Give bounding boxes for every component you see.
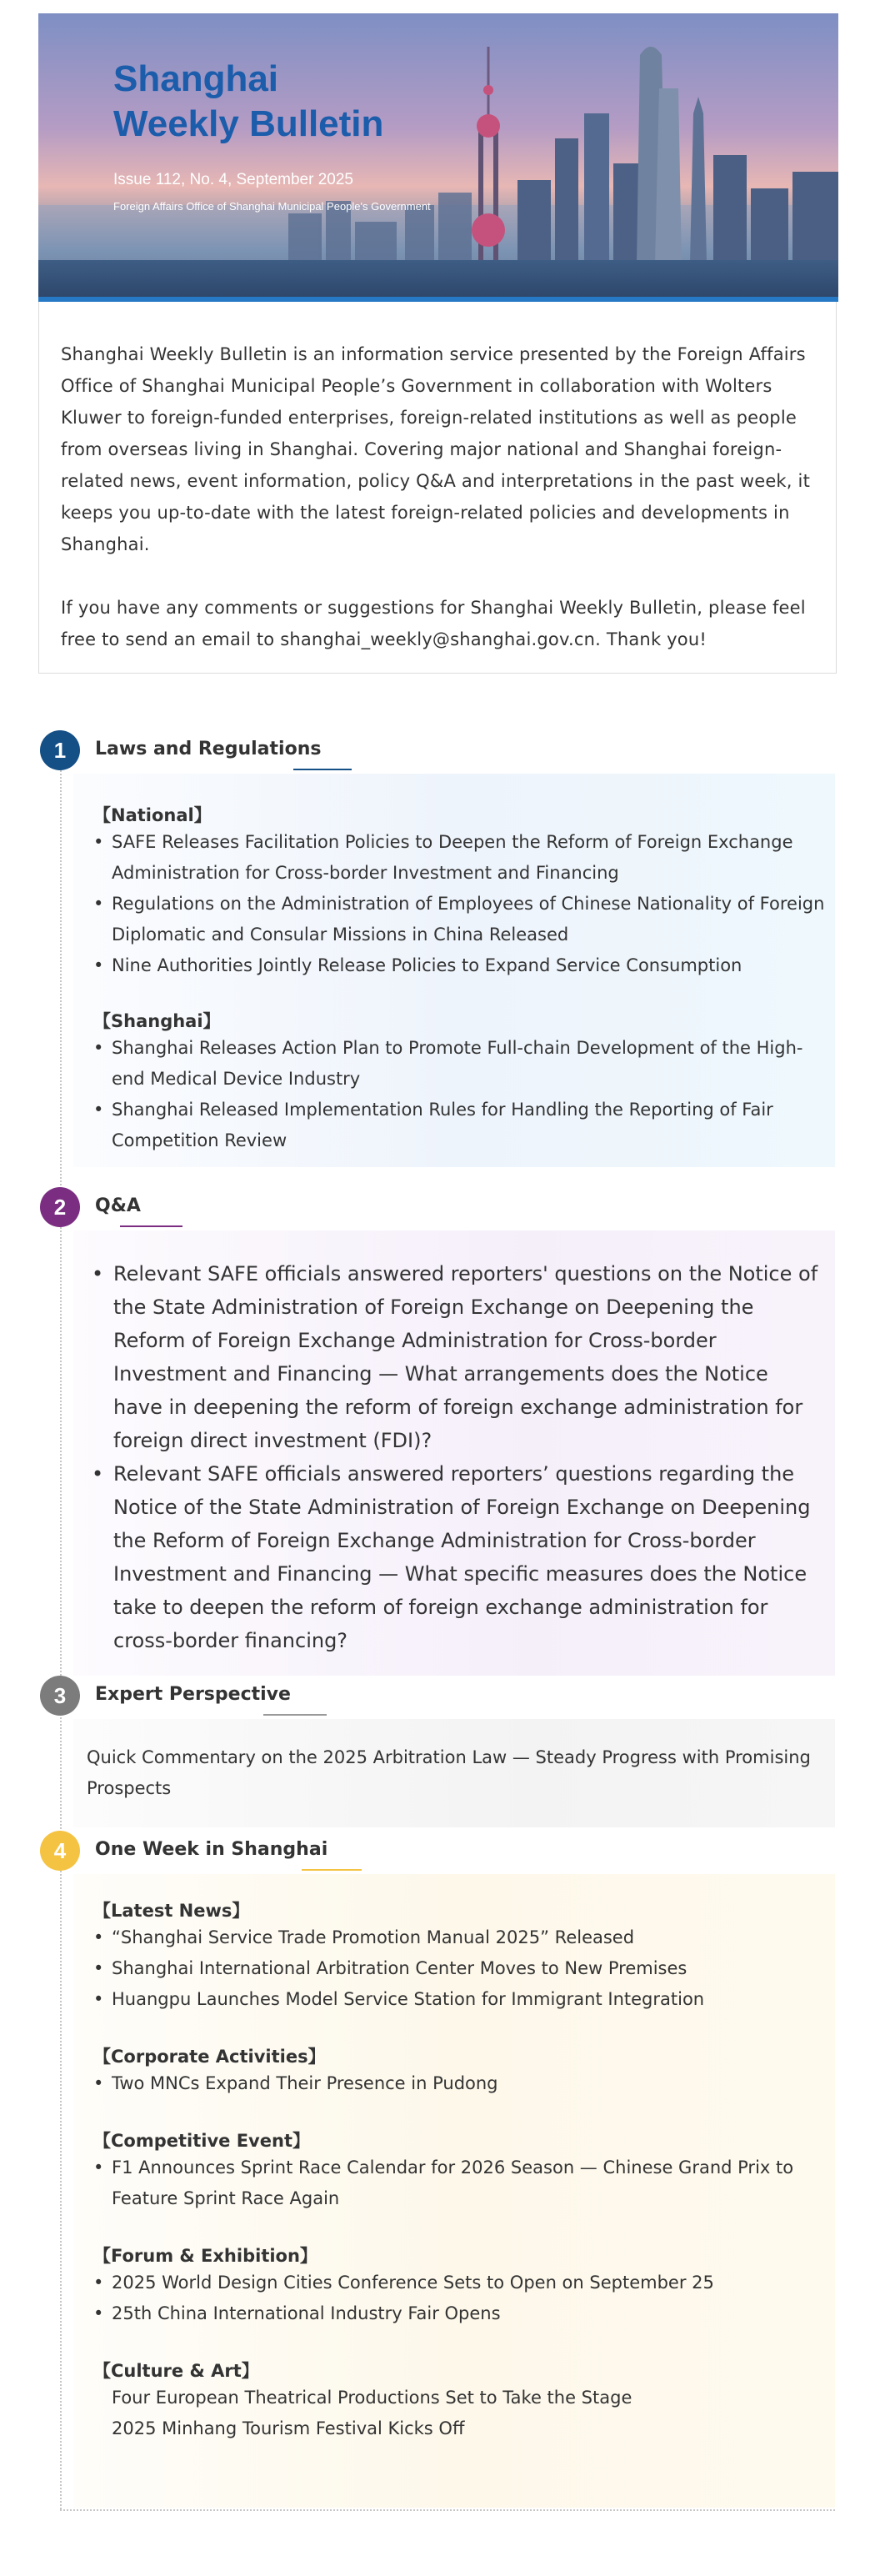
bottom-divider bbox=[60, 2509, 835, 2511]
title-underline bbox=[120, 1225, 182, 1227]
section-number-badge: 4 bbox=[40, 1831, 80, 1871]
qa-panel bbox=[73, 1230, 835, 1676]
timeline-line bbox=[60, 750, 62, 2509]
list-item[interactable]: • Shanghai Releases Action Plan to Promote Full-chain Development of the High-end Medical Device Industry bbox=[93, 1033, 835, 1095]
list-item[interactable]: • Huangpu Launches Model Service Station for Immigrant Integration bbox=[93, 1984, 835, 2015]
culture-list bbox=[93, 2383, 835, 2444]
qa-item[interactable]: • Relevant SAFE officials answered reporters' questions on the Notice of the State Administration of Foreign Exchange on Deepening the Reform of Foreign Exchange Administration for Cross-border Investment and Financing — What arrangements does the Notice have in deepening the reform of foreign exchange administration for foreign direct investment (FDI)? bbox=[92, 1257, 818, 1457]
qa-list bbox=[92, 1257, 818, 1657]
category-label: 【National】 bbox=[93, 805, 212, 825]
issue-number: Issue 112, No. 4, September 2025 bbox=[113, 171, 353, 188]
category-label: 【Culture & Art】 bbox=[93, 2361, 259, 2381]
list-item[interactable]: • Shanghai Released Implementation Rules for Handling the Reporting of Fair Competition Review bbox=[93, 1095, 835, 1156]
laws-panel bbox=[73, 774, 835, 1167]
list-item[interactable]: • SAFE Releases Facilitation Policies to Deepen the Reform of Foreign Exchange Administration for Cross-border Investment and Financing bbox=[93, 827, 835, 889]
list-item[interactable]: • Nine Authorities Jointly Release Policies to Expand Service Consumption bbox=[93, 950, 835, 981]
category-label: 【Competitive Event】 bbox=[93, 2131, 310, 2151]
banner-title-line1: Shanghai bbox=[113, 58, 279, 99]
section-title: Q&A bbox=[95, 1195, 141, 1216]
section-number-badge: 1 bbox=[40, 730, 80, 770]
intro-paragraph: Shanghai Weekly Bulletin is an information service presented by the Foreign Affairs Office of Shanghai Municipal People’s Government in collaboration with Wolters Kluwer to foreign-funded enterprises, foreign-related institutions as well as people from overseas living in Shanghai. Covering major national and Shanghai foreign-related news, event information, policy Q&A and interpretations in the past week, it keeps you up-to-date with the latest foreign-related policies and developments in Shanghai. bbox=[61, 344, 811, 554]
banner-title bbox=[113, 57, 383, 147]
section-title: Expert Perspective bbox=[95, 1684, 291, 1705]
section-title: Laws and Regulations bbox=[95, 739, 322, 759]
list-item[interactable]: Four European Theatrical Productions Set to Take the Stage bbox=[112, 2388, 632, 2408]
publisher-name: Foreign Affairs Office of Shanghai Municipal People's Government bbox=[113, 200, 431, 213]
list-item[interactable]: • 25th China International Industry Fair Opens bbox=[93, 2298, 835, 2329]
intro-contact-paragraph: If you have any comments or suggestions for Shanghai Weekly Bulletin, please feel free to send an email to shanghai_weekly@shanghai.gov.cn. Thank you! bbox=[61, 598, 806, 649]
section-number-badge: 2 bbox=[40, 1187, 80, 1227]
list-item[interactable]: • Shanghai International Arbitration Center Moves to New Premises bbox=[93, 1953, 835, 1984]
category-label: 【Shanghai】 bbox=[93, 1011, 221, 1031]
list-item[interactable]: • “Shanghai Service Trade Promotion Manual 2025” Released bbox=[93, 1922, 835, 1953]
forum-list bbox=[93, 2268, 835, 2329]
title-underline bbox=[263, 1714, 327, 1716]
section-number-badge: 3 bbox=[40, 1676, 80, 1716]
qa-item[interactable]: • Relevant SAFE officials answered reporters’ questions regarding the Notice of the State Administration of Foreign Exchange on Deepening the Reform of Foreign Exchange Administration for Cross-border Investment and Financing — What specific measures does the Notice take to deepen the reform of foreign exchange administration for cross-border financing? bbox=[92, 1457, 818, 1657]
category-label: 【Corporate Activities】 bbox=[93, 2047, 326, 2067]
category-label: 【Latest News】 bbox=[93, 1901, 250, 1921]
list-item[interactable]: • 2025 World Design Cities Conference Sets to Open on September 25 bbox=[93, 2268, 835, 2298]
category-label: 【Forum & Exhibition】 bbox=[93, 2246, 318, 2266]
oriental-pearl-tower bbox=[472, 47, 505, 263]
title-underline bbox=[293, 769, 352, 770]
list-item[interactable]: • F1 Announces Sprint Race Calendar for 2026 Season — Chinese Grand Prix to Feature Sprint Race Again bbox=[93, 2153, 835, 2214]
shanghai-list bbox=[93, 1033, 835, 1156]
list-item[interactable]: • Regulations on the Administration of Employees of Chinese Nationality of Foreign Diplomatic and Consular Missions in China Released bbox=[93, 889, 835, 950]
week-panel bbox=[73, 1874, 835, 2508]
expert-panel bbox=[73, 1719, 835, 1827]
intro-box bbox=[38, 302, 837, 674]
section-title: One Week in Shanghai bbox=[95, 1839, 328, 1860]
title-underline bbox=[302, 1869, 362, 1871]
expert-article-link[interactable]: Quick Commentary on the 2025 Arbitration Law — Steady Progress with Promising Prospects bbox=[87, 1747, 811, 1798]
list-item[interactable]: • Two MNCs Expand Their Presence in Pudong bbox=[93, 2068, 835, 2099]
header-banner bbox=[38, 13, 838, 302]
banner-title-line2: Weekly Bulletin bbox=[113, 103, 384, 144]
corporate-list bbox=[93, 2068, 835, 2099]
list-item[interactable]: 2025 Minhang Tourism Festival Kicks Off bbox=[112, 2418, 465, 2438]
competitive-list bbox=[93, 2153, 835, 2214]
national-list bbox=[93, 827, 835, 981]
latest-news-list bbox=[93, 1922, 835, 2015]
